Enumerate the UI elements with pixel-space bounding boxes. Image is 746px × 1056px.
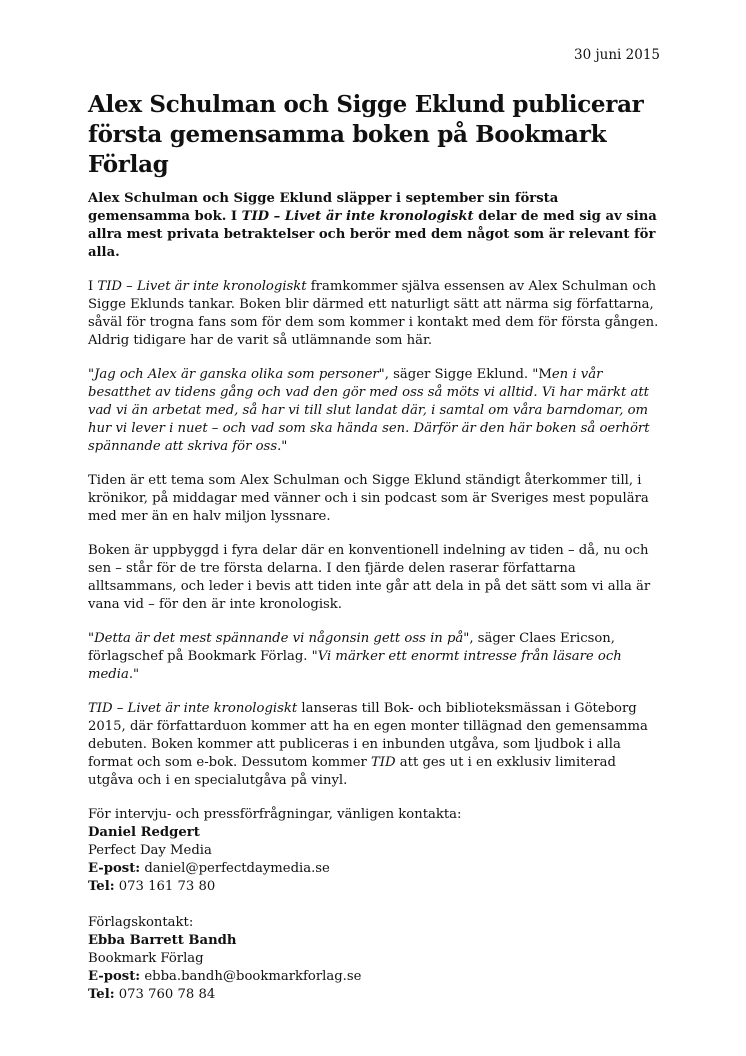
contact-intro: För intervju- och pressförfrågningar, vänligen kontakta: [88,807,462,822]
tel-label-2: Tel: [88,987,115,1002]
release-date: 30 juni 2015 [573,47,660,63]
contact-intro-2: Förlagskontakt: [88,915,194,930]
paragraph-5 [88,630,660,684]
contact-section [88,806,660,1004]
contact-tel-row-2 [88,986,660,1004]
p5-quote-1: Detta är det mest spännande vi någonsin gett oss in på [94,631,464,646]
contact-email-2[interactable]: ebba.bandh@bookmarkforlag.se [140,969,362,984]
lead-text-2: delar de med sig av sina allra mest privata betraktelser och berör med dem något som är relevant för alla. [88,209,657,260]
contact-company-1: Perfect Day Media [88,843,212,858]
contact-email-row-2 [88,968,660,986]
contact-name-1: Daniel Redgert [88,825,200,840]
contact-tel-1: 073 161 73 80 [114,879,216,894]
contact-email-row-1 [88,860,660,878]
p2-attribution: , säger Sigge Eklund. "M [384,367,552,382]
contact-spacer [88,896,660,914]
p6-text-1: lanseras till Bok- och biblioteksmässan i Göteborg 2015, där författarduon kommer att ha en egen monter tillägnad den gemensamma debuten. Boken kommer att publiceras i en inbunden utgåva, som ljudbok i alla format och som e-bok. Dessutom kommer [88,701,648,770]
contact-email-1[interactable]: daniel@perfectdaymedia.se [140,861,330,876]
p2-quote-2: en i vår besatthet av tidens gång och vad den gör med oss så möts vi alltid. Vi har märkt att vad vi än arbetat med, så har vi till slut landat där, i samtal om våra barndomar, om hur vi lever i nuet – och vad som ska hända sen. Därför är den här boken så oerhört spännande att skriva för oss. [88,367,650,454]
p6-short-title: TID [371,755,396,770]
p5-end: ." [128,667,140,682]
lead-text-1: Alex Schulman och Sigge Eklund släpper i september sin första gemensamma bok. I [88,191,559,224]
contact-tel-2: 073 760 78 84 [114,987,216,1002]
email-label-1: E-post: [88,861,141,876]
paragraph-6 [88,700,660,790]
p1-book-title: TID – Livet är inte kronologiskt [97,279,307,294]
lead-paragraph [88,190,660,262]
contact-tel-row-1 [88,878,660,896]
paragraph-1 [88,278,660,350]
lead-book-title: TID – Livet är inte kronologiskt [241,209,474,224]
paragraph-2 [88,366,660,456]
p2-end: " [281,439,288,454]
p5-quote-2: Vi märker ett enormt intresse från läsare och media [88,649,622,682]
p6-text-2: att ges ut i en exklusiv limiterad utgåva och i en specialutgåva på vinyl. [88,755,616,788]
p1-pre: I [88,279,98,294]
contact-name-2: Ebba Barrett Bandh [88,933,237,948]
page-title: Alex Schulman och Sigge Eklund publicerar första gemensamma boken på Bookmark Förlag [88,91,644,178]
contact-company-2: Bookmark Förlag [88,951,204,966]
document-body [88,190,660,1004]
p5-attribution: ", säger Claes Ericson, förlagschef på Bookmark Förlag. " [88,631,615,664]
paragraph-4: Boken är uppbyggd i fyra delar där en konventionell indelning av tiden – då, nu och sen – står för de tre första delarna. I den fjärde delen raserar författarna alltsammans, och leder i bevis att tiden inte går att dela in på det sätt som vi alla är vana vid – för den är inte kronologisk. [88,543,651,612]
paragraph-3: Tiden är ett tema som Alex Schulman och Sigge Eklund ständigt återkommer till, i krönikor, på middagar med vänner och i sin podcast som är Sveriges mest populära med mer än en halv miljon lyssnare. [88,473,649,524]
email-label-2: E-post: [88,969,141,984]
p1-text: framkommer själva essensen av Alex Schulman och Sigge Eklunds tankar. Boken blir därmed ett naturligt sätt att närma sig författarna, såväl för trogna fans som för dem som kommer i kontakt med dem för första gången. Aldrig tidigare har de varit så utlämnande som här. [88,279,659,348]
p6-book-title: TID – Livet är inte kronologiskt [88,701,298,716]
p5-open: " [88,631,95,646]
tel-label-1: Tel: [88,879,115,894]
p2-quote-1: "Jag och Alex är ganska olika som personer" [88,367,385,382]
